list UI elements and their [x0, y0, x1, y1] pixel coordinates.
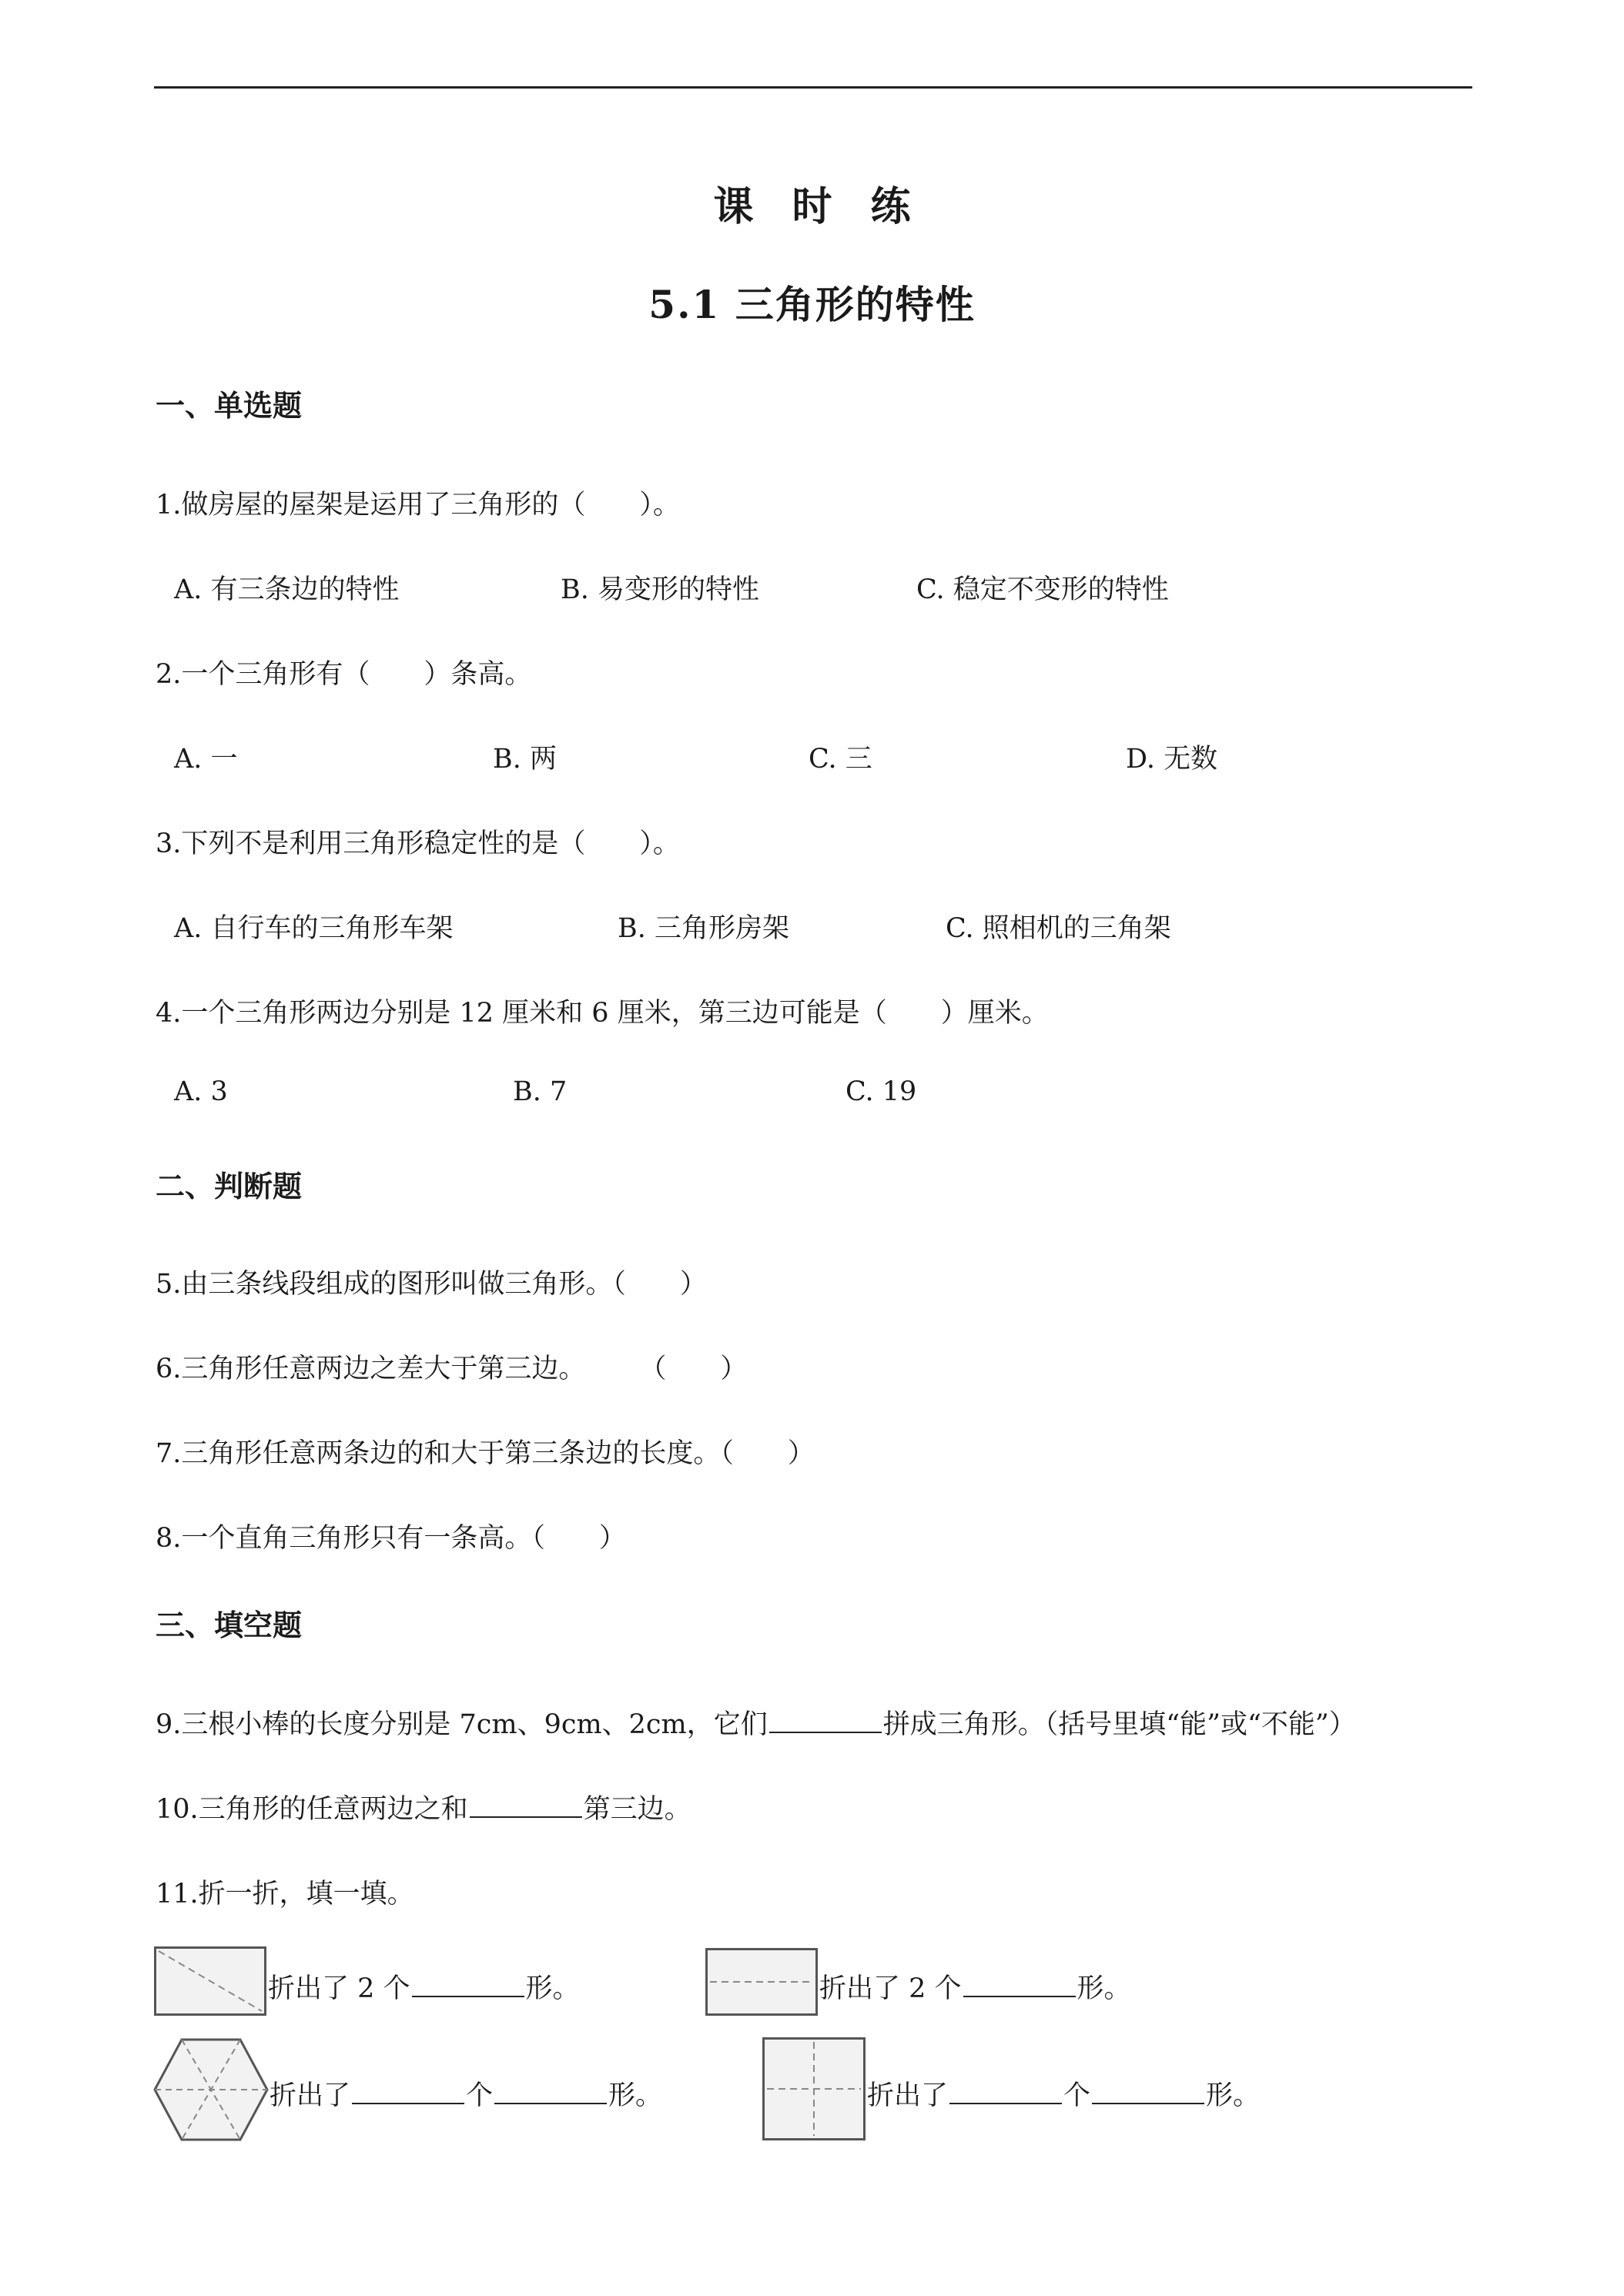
fold-answer-1 [268, 1967, 580, 2006]
fold-3-suffix: 形。 [608, 2080, 663, 2111]
question-8: 8.一个直角三角形只有一条高。（ ） [156, 1523, 626, 1554]
fold-2-shape-blank[interactable] [963, 1973, 1076, 1997]
header-rule [154, 86, 1472, 89]
fold-3-ge: 个 [466, 2080, 494, 2111]
q1-option-b[interactable]: B. 易变形的特性 [561, 574, 759, 605]
fold-answer-2 [819, 1967, 1131, 2006]
q10-text-before: 10.三角形的任意两边之和 [156, 1794, 468, 1825]
fold-1-prefix: 折出了 2 个 [268, 1973, 410, 2004]
q9-text-before: 9.三根小棒的长度分别是 7cm、9cm、2cm，它们 [156, 1709, 768, 1740]
square-cross-fold-figure [762, 2037, 866, 2140]
question-2: 2.一个三角形有（ ）条高。 [156, 659, 532, 690]
q2-option-d[interactable]: D. 无数 [1126, 744, 1218, 775]
q3-option-b[interactable]: B. 三角形房架 [618, 913, 789, 944]
fold-4-shape-blank[interactable] [1092, 2080, 1204, 2104]
question-3: 3.下列不是利用三角形稳定性的是（ ）。 [156, 828, 680, 859]
fold-4-suffix: 形。 [1206, 2080, 1261, 2111]
hexagon-fold-figure [152, 2037, 270, 2142]
q4-option-b[interactable]: B. 7 [513, 1076, 568, 1107]
section-heading-true-false: 二、判断题 [156, 1169, 303, 1203]
question-9 [156, 1703, 1356, 1742]
q9-answer-blank[interactable] [769, 1709, 882, 1733]
fold-2-prefix: 折出了 2 个 [819, 1973, 962, 2004]
fold-answer-3 [270, 2074, 662, 2113]
page-title: 课时练 [713, 183, 949, 230]
fold-3-shape-blank[interactable] [494, 2080, 607, 2104]
fold-2-suffix: 形。 [1077, 1973, 1131, 2004]
q1-option-c[interactable]: C. 稳定不变形的特性 [916, 574, 1169, 605]
fold-3-count-blank[interactable] [352, 2080, 464, 2104]
rectangle-horizontal-fold-figure [705, 1948, 818, 2016]
page-subtitle: 5.1 三角形的特性 [648, 282, 976, 327]
q3-option-c[interactable]: C. 照相机的三角架 [946, 913, 1171, 944]
rectangle-diagonal-fold-figure [154, 1946, 266, 2016]
fold-4-prefix: 折出了 [867, 2080, 949, 2111]
q10-text-after: 第三边。 [583, 1794, 691, 1825]
q3-option-a[interactable]: A. 自行车的三角形车架 [174, 913, 454, 944]
q1-option-a[interactable]: A. 有三条边的特性 [174, 574, 400, 605]
fold-4-count-blank[interactable] [949, 2080, 1062, 2104]
q10-answer-blank[interactable] [470, 1793, 582, 1818]
fold-answer-4 [867, 2074, 1260, 2113]
q4-option-a[interactable]: A. 3 [174, 1076, 228, 1107]
q2-option-b[interactable]: B. 两 [493, 744, 557, 775]
q2-option-a[interactable]: A. 一 [174, 744, 238, 775]
question-11: 11.折一折，填一填。 [156, 1879, 414, 1909]
fold-3-prefix: 折出了 [270, 2080, 351, 2111]
question-5: 5.由三条线段组成的图形叫做三角形。（ ） [156, 1269, 707, 1300]
section-heading-single-choice: 一、单选题 [156, 388, 303, 423]
question-4: 4.一个三角形两边分别是 12 厘米和 6 厘米，第三边可能是（ ）厘米。 [156, 998, 1049, 1029]
question-6: 6.三角形任意两边之差大于第三边。 （ ） [156, 1354, 748, 1384]
fold-1-shape-blank[interactable] [412, 1973, 524, 1997]
q2-option-c[interactable]: C. 三 [809, 744, 872, 775]
fold-1-suffix: 形。 [525, 1973, 580, 2004]
q9-text-after: 拼成三角形。（括号里填“能”或“不能”） [882, 1709, 1356, 1740]
fold-4-ge: 个 [1063, 2080, 1091, 2111]
question-1: 1.做房屋的屋架是运用了三角形的（ ）。 [156, 490, 680, 520]
question-7: 7.三角形任意两条边的和大于第三条边的长度。（ ） [156, 1438, 815, 1469]
question-10 [156, 1788, 691, 1826]
section-heading-fill-blank: 三、填空题 [156, 1608, 303, 1642]
q4-option-c[interactable]: C. 19 [845, 1076, 917, 1107]
